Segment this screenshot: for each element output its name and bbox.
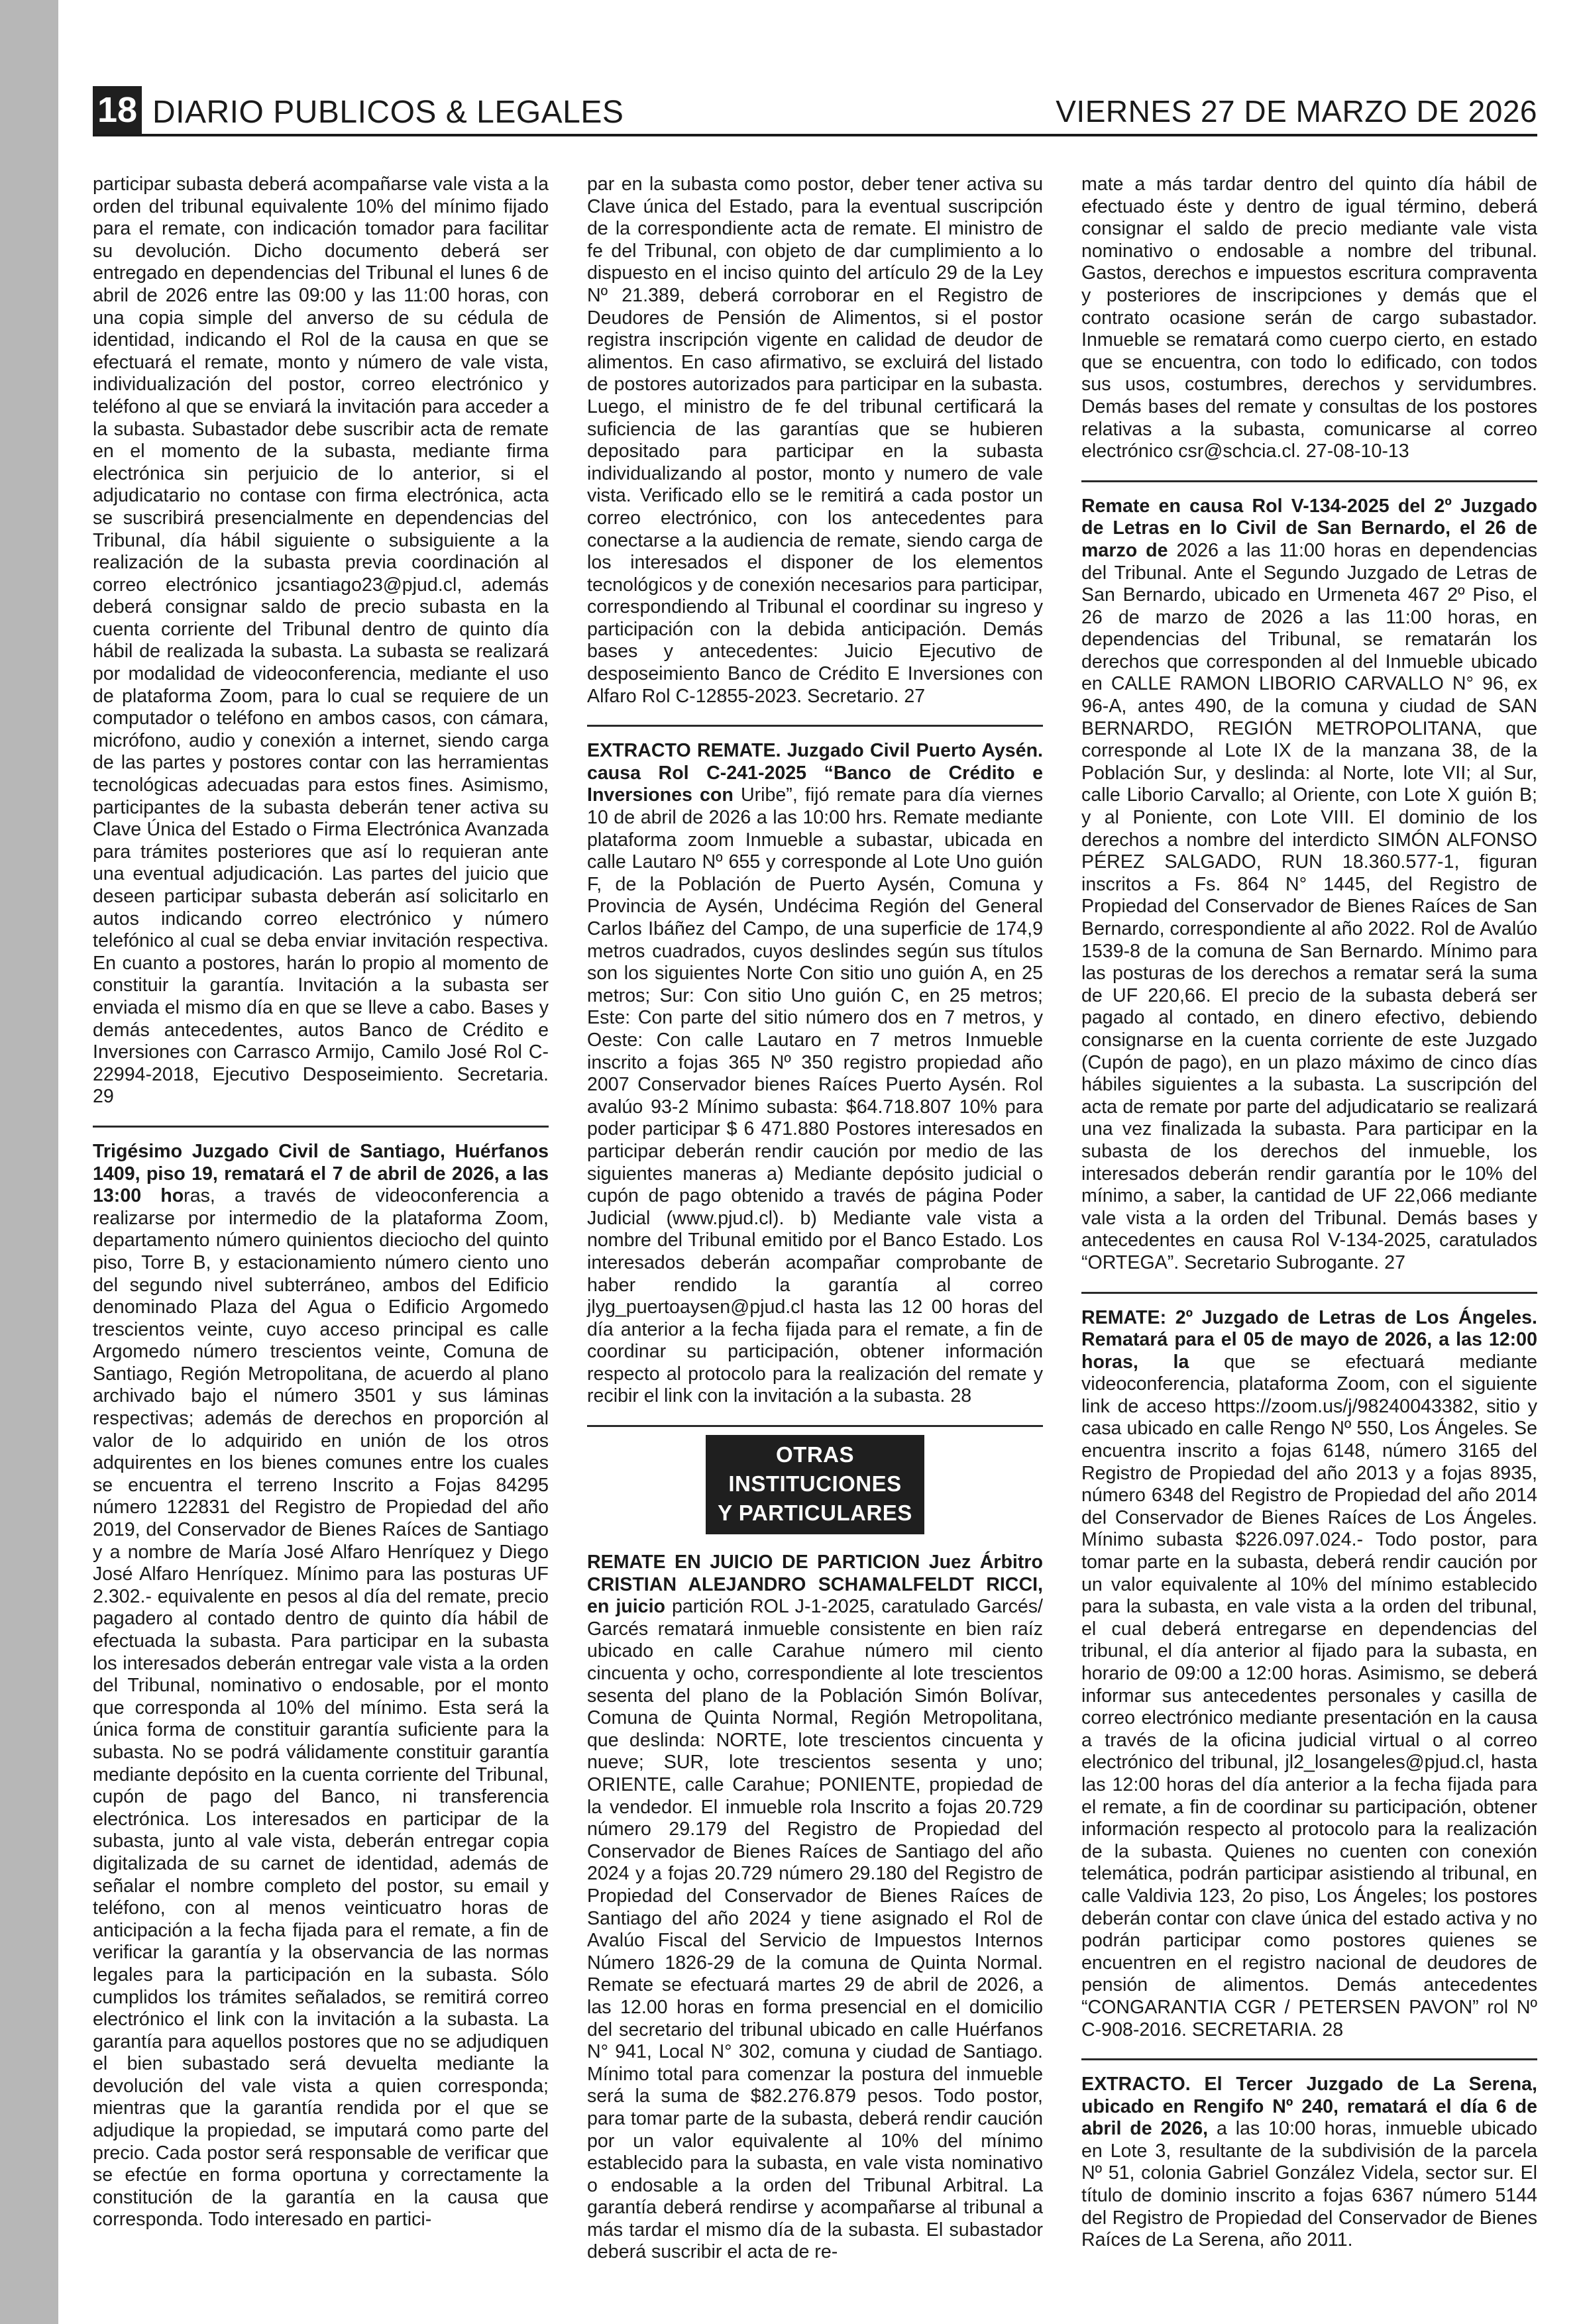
- section-banner-line1: OTRAS INSTITUCIONES: [728, 1442, 902, 1497]
- section-divider: [587, 1425, 1043, 1427]
- notice-continued-col3: [1081, 174, 1537, 463]
- column-1: [93, 174, 549, 2248]
- page-gutter: [0, 0, 58, 2324]
- notice-san-bernardo: [1081, 496, 1537, 1275]
- issue-date: VIERNES 27 DE MARZO DE 2026: [1056, 94, 1537, 129]
- notice-divider: [1081, 2058, 1537, 2060]
- notice-lead: EXTRACTO. El Tercer Juzgado de La Serena, ubicado en Rengifo Nº 240, rematará el día 6 de abril de 2026,: [1081, 2074, 1537, 2140]
- notice-lead: REMATE: 2º Juzgado de Letras de Los Ángeles. Rematará para el 05 de mayo de 2026, a las 12:00 horas, la: [1081, 1306, 1537, 1373]
- page-header: [93, 78, 1537, 136]
- column-3: [1081, 174, 1537, 2269]
- notice-body: 2026 a las 11:00 horas en dependencias del Tribunal. Ante el Segundo Juzgado de Letras de San Bernardo, ubicado en Urmeneta 467 2º Piso, el 26 de marzo de 2026 a las 11:00 horas, en dependencias del Tribunal, se rematarán los derechos que corresponden al del Inmueble ubicado en CALLE RAMON LIBORIO CARVALLO N° 96, ex 96-A, antes 490, de la comuna y ciudad de SAN BERNARDO, REGIÓN METROPOLITANA, que corresponde al Lote IX de la manzana 38, de la Población Sur, y deslinda: al Norte, lote VII; al Sur, calle Liborio Carvallo; al Oriente, con Lote X guión B; y al Poniente, con Lote VIII. El dominio de los derechos a nombre del interdicto SIMÓN ALFONSO PÉREZ SALGADO, RUN 18.360.577-1, figuran inscritos a Fs. 864 N° 1445, del Registro de Propiedad del Conservador de Bienes Raíces de San Bernardo, correspondiente al año 2022. Rol de Avalúo 1539-8 de la comuna de San Bernardo. Mínimo para las posturas de los derechos a rematar será la suma de UF 220,66. El precio de la subasta deberá ser pagado al contado, en dinero efectivo, debiendo consignarse en la cuenta corriente de este Juzgado (Cupón de pago), en un plazo máximo de cinco días hábiles siguientes a la subasta. La suscripción del acta de remate por parte del adjudicatario se realizará una vez finalizada la subasta. Para participar en la subasta de los derechos del inmueble, los interesados deberán rendir garantía por le 10% del mínimo, a saber, la cantidad de UF 22,066 mediante vale vista a la orden del Tribunal. Demás bases y antecedentes en causa Rol V-134-2025, caratulados “ORTEGA”. Secretario Subrogante. 27: [1081, 539, 1537, 1273]
- notice-body: par en la subasta como postor, deber tener activa su Clave única del Estado, para la eventual suscripción de la correspondiente acta de remate. El ministro de fe del Tribunal, con objeto de dar cumplimiento a lo dispuesto en el inciso quinto del artículo 29 de la Ley Nº 21.389, deberá corroborar en el Registro de Deudores de Pensión de Alimentos, si el postor registra inscripción vigente en calidad de deudor de alimentos. En caso afirmativo, se excluirá del listado de postores autorizados para participar en la subasta. Luego, el ministro de fe del tribunal certificará la suficiencia de las garantías que se hubieren depositado para participar en la subasta individualizando al postor, monto y numero de vale vista. Verificado ello se le remitirá a cada postor un correo electrónico, con los antecedentes para conectarse a la audiencia de remate, siendo carga de los interesados el disponer de los elementos tecnológicos y de conexión necesarios para participar, correspondiendo al Tribunal el coordinar su ingreso y participación con la debida anticipación. Demás bases y antecedentes: Juicio Ejecutivo de desposeimiento Banco de Crédito E Inversiones con Alfaro Rol C-12855-2023. Secretario. 27: [587, 174, 1043, 707]
- notice-body: partición ROL J-1-2025, caratulado Garcés/ Garcés rematará inmueble consistente en bien raíz ubicado en calle Carahue número mil ciento cincuenta y ocho, correspondiente al lote trescientos sesenta del plano de la Población Simón Bolívar, Comuna de Quinta Normal, Región Metropolitana, que deslinda: NORTE, lote trescientos cincuenta y nueve; SUR, lote trescientos sesenta y uno; ORIENTE, calle Carahue; PONIENTE, propiedad de la vendedor. El inmueble rola Inscrito a fojas 20.729 número 29.179 del Registro de Propiedad del Conservador de Bienes Raíces de Santiago del año 2024 y a fojas 20.729 número 29.180 del Registro de Propiedad del Conservador de Bienes Raíces de Santiago del año 2024 y tiene asignado el Rol de Avalúo Fiscal del Servicio de Impuestos Internos Número 1826-29 de la comuna de Quinta Normal. Remate se efectuará martes 29 de abril de 2026, a las 12.00 horas en forma presencial en el domicilio del secretario del tribunal ubicado en calle Huérfanos N° 941, Local N° 302, comuna y ciudad de Santiago. Mínimo total para comenzar la postura del inmueble será la suma de $82.276.879 pesos. Todo postor, para tomar parte de la subasta, deberá rendir caución por un valor equivalente al 10% del mínimo establecido para la subasta, en vale vista nominativo o endosable a la orden del Tribunal Arbitral. La garantía deberá rendirse y acompañarse al tribunal a más tardar el mismo día de la subasta. El subastador deberá suscribir el acta de re-: [587, 1596, 1044, 2263]
- notice-puerto-aysen: [587, 740, 1043, 1408]
- page-number: 18: [93, 86, 142, 134]
- notice-body: ras, a través de videoconferencia a realizarse por intermedio de la plataforma Zoom, departamento número quinientos dieciocho del quinto piso, Torre B, y estacionamiento número ciento uno del segundo nivel subterráneo, ambos del Edificio denominado Plaza del Agua o Edificio Argomedo trescientos veinte, cuyo acceso principal es calle Argomedo número trescientos veinte, Comuna de Santiago, Región Metropolitana, de acuerdo al plano archivado bajo el número 3501 y sus láminas respectivas; además de derechos en proporción al valor de lo adquirido en unión de los otros adquirentes en los bienes comunes entre los cuales se encuentra el terreno Inscrito a Fojas 84295 número 122831 del Registro de Propiedad del año 2019, del Conservador de Bienes Raíces de Santiago y a nombre de María José Alfaro Henríquez y Diego José Alfaro Henríquez. Mínimo para las posturas UF 2.302.- equivalente en pesos al día del remate, precio pagadero al contado dentro de quinto día hábil de efectuada la subasta. Para participar en la subasta los interesados deberán entregar vale vista a la orden del Tribunal, nominativo o endosable, por el monto que corresponda al 10% del mínimo. Esta será la única forma de constituir garantía suficiente para la subasta. No se podrá válidamente constituir garantía mediante depósito en la cuenta corriente del Tribunal, cupón de pago del Banco, ni transferencia electrónica. Los interesados en participar de la subasta, junto al vale vista, deberán entregar copia digitalizada de su carnet de identidad, además de señalar el nombre completo del postor, su email y teléfono, con al menos veinticuatro horas de anticipación a la fecha fijada para el remate, a fin de verificar la garantía y la observancia de las normas legales para la participación en la subasta. Sólo cumplidos los trámites señalados, se remitirá correo electrónico el link con la invitación a la subasta. La garantía para aquellos postores que no se adjudiquen el bien subastado será devuelta mediante la devolución del vale vista a quien corresponda; mientras que la garantía rendida por el que se adjudique la propiedad, se imputará como parte del precio. Cada postor será responsable de verificar que se efectúe en forma oportuna y correctamente la constitución de la garantía en la causa que corresponda. Todo interesado en partici-: [93, 1185, 549, 2231]
- column-2: [587, 174, 1043, 2281]
- notice-trigesimo-juzgado: [93, 1141, 549, 2231]
- notice-body: a las 10:00 horas, inmueble ubicado en Lote 3, resultante de la subdivisión de la parcela Nº 51, colonia Gabriel González Videla, sector sur. El título de dominio inscrito a fojas 6367 número 5144 del Registro de Propiedad del Conservador de Bienes Raíces de La Serena, año 2011.: [1081, 2118, 1537, 2251]
- notice-lead: REMATE EN JUICIO DE PARTICION Juez Árbitro CRISTIAN ALEJANDRO SCHAMALFELDT RICCI, en juicio: [587, 1552, 1043, 1618]
- section-banner-otras-instituciones: [706, 1435, 924, 1534]
- notice-la-serena: [1081, 2074, 1537, 2252]
- notice-lead: Remate en causa Rol V-134-2025 del 2º Juzgado de Letras en lo Civil de San Bernardo, el 26 de marzo de: [1081, 495, 1537, 561]
- notice-continued-col1: [93, 174, 549, 1108]
- notice-divider: [1081, 1292, 1537, 1294]
- notice-lead: Trigésimo Juzgado Civil de Santiago, Huérfanos 1409, piso 19, rematará el 7 de abril de 2026, a las 13:00 ho: [93, 1140, 549, 1207]
- notice-divider: [587, 725, 1043, 727]
- notice-los-angeles: [1081, 1307, 1537, 2042]
- notice-divider: [93, 1126, 549, 1128]
- notice-body: mate a más tardar dentro del quinto día hábil de efectuado éste y dentro de igual término, deberá consignar el saldo de precio mediante vale vista nominativo o endosable a nombre del tribunal. Gastos, derechos e impuestos escritura compraventa y posteriores de inscripciones y demás que el contrato ocasione serán de cargo subastador. Inmueble se rematará como cuerpo cierto, en estado que se encuentra, con todo lo edificado, con todos sus usos, costumbres, derechos y servidumbres. Demás bases del remate y consultas de los postores relativas a la subasta, comunicarse al correo electrónico csr@schcia.cl. 27-08-10-13: [1081, 174, 1537, 462]
- notice-divider: [1081, 480, 1537, 482]
- notice-body: Uribe”, fijó remate para día viernes 10 de abril de 2026 a las 10:00 hrs. Remate mediante plataforma zoom Inmueble a subastar, ubicada en calle Lautaro Nº 655 y corresponde al Lote Uno guión F, de la Población de Puerto Aysén, Comuna y Provincia de Aysén, Undécima Región del General Carlos Ibáñez del Campo, de una superficie de 174,9 metros cuadrados, cuyos deslindes según sus títulos son los siguientes Norte Con sitio uno guión A, en 25 metros; Sur: Con sitio Uno guión C, en 25 metros; Este: Con parte del sitio número dos en 7 metros, y Oeste: Con calle Lautaro en 7 metros Inmueble inscrito a fojas 365 Nº 350 registro propiedad año 2007 Conservador bienes Raíces Puerto Aysén. Rol avalúo 93-2 Mínimo subasta: $64.718.807 10% para poder participar $ 6 471.880 Postores interesados en participar deberán rendir caución por medio de las siguientes maneras a) Mediante depósito judicial o cupón de pago obtenido a través de página Poder Judicial (www.pjud.cl). b) Mediante vale vista a nombre del Tribunal emitido por el Banco Estado. Los interesados deberán acompañar comprobante de haber rendido la garantía al correo jlyg_puertoaysen@pjud.cl hasta las 12 00 horas del día anterior a la fecha fijada para el remate, a fin de coordinar su participación, obtener información respecto al protocolo para la realización del remate y recibir el link con la invitación a la subasta. 28: [587, 784, 1043, 1407]
- notice-continued-col2: [587, 174, 1043, 708]
- notice-body: participar subasta deberá acompañarse vale vista a la orden del tribunal equivalente 10% del mínimo fijado para el remate, con indicación tomador para facilitar su devolución. Dicho documento deberá ser entregado en dependencias del Tribunal el lunes 6 de abril de 2026 entre las 09:00 y las 11:00 horas, con una copia simple del anverso de su cédula de identidad, indicando el Rol de la causa en que se efectuará el remate, monto y número de vale vista, individualización del postor, correo electrónico y teléfono al que se enviará la invitación para acceder a la subasta. Subastador debe suscribir acta de remate en el momento de la subasta, mediante firma electrónica sin perjuicio de lo anterior, si el adjudicatario no contase con firma electrónica, acta se suscribirá presencialmente en dependencias del Tribunal, día hábil siguiente o subsiguiente a la realización de la subasta previa coordinación al correo electrónico jcsantiago23@pjud.cl, además deberá consignar saldo de precio subasta en la cuenta corriente del Tribunal dentro de quinto día hábil de realizada la subasta. La subasta se realizará por modalidad de videoconferencia, mediante el uso de plataforma Zoom, para lo cual se requiere de un computador o teléfono en ambos casos, con cámara, micrófono, audio y conexión a internet, siendo carga de las partes y postores contar con las herramientas tecnológicas adecuadas para estos fines. Asimismo, participantes de la subasta deberán tener activa su Clave Única del Estado o Firma Electrónica Avanzada para trámites posteriores que así lo requieran ante una eventual adjudicación. Las partes del juicio que deseen participar subasta deberán así solicitarlo en autos indicando correo electrónico y número telefónico al cual se deba enviar invitación respectiva. En cuanto a postores, harán lo propio al momento de constituir la garantía. Invitación a la subasta ser enviada el mismo día en que se lleve a cabo. Bases y demás antecedentes, autos Banco de Crédito e Inversiones con Carrasco Armijo, Camilo José Rol C-22994-2018, Ejecutivo Desposeimiento. Secretaria. 29: [93, 174, 549, 1108]
- notice-body: que se efectuará mediante videoconferencia, plataforma Zoom, con el siguiente link de acceso https://zoom.us/j/98240043382, sitio y casa ubicado en calle Rengo Nº 550, Los Ángeles. Se encuentra inscrito a fojas 6148, número 3165 del Registro de Propiedad del año 2013 y a fojas 8935, número 6348 del Registro de Propiedad del año 2014 del Conservador de Bienes Raíces de Los Ángeles. Mínimo subasta $226.097.024.- Todo postor, para tomar parte en la subasta, deberá rendir caución por un valor equivalente al 10% del mínimo establecido para la subasta, en vale vista a la orden del tribunal, el cual deberá entregarse en dependencias del tribunal, el día anterior al fijado para la subasta, en horario de 09:00 a 12:00 horas. Asimismo, se deberá informar sus antecedentes personales y casilla de correo electrónico mediante presentación en la causa a través de la oficina judicial virtual o al correo electrónico del tribunal, jl2_losangeles@pjud.cl, hasta las 12:00 horas del día anterior a la fecha fijada para el remate, a fin de coordinar su participación, obtener información respecto al protocolo para la realización de la subasta. Quienes no cuenten con conexión telemática, podrán participar asistiendo al tribunal, en calle Valdivia 123, 2o piso, Los Ángeles; los postores deberán contar con clave única del estado activa y no podrán participar como postores quienes se encuentren en el registro nacional de deudores de pensión de alimentos. Demás antecedentes “CONGARANTIA CGR / PETERSEN PAVON” rol Nº C-908-2016. SECRETARIA. 28: [1081, 1351, 1537, 2040]
- notice-remate-particion: [587, 1552, 1043, 2264]
- notice-lead: EXTRACTO REMATE. Juzgado Civil Puerto Aysén. causa Rol C-241-2025 “Banco de Crédito e Inversiones con: [587, 740, 1043, 806]
- paper-title: DIARIO PUBLICOS & LEGALES: [152, 95, 624, 130]
- section-banner-line2: Y PARTICULARES: [718, 1501, 912, 1526]
